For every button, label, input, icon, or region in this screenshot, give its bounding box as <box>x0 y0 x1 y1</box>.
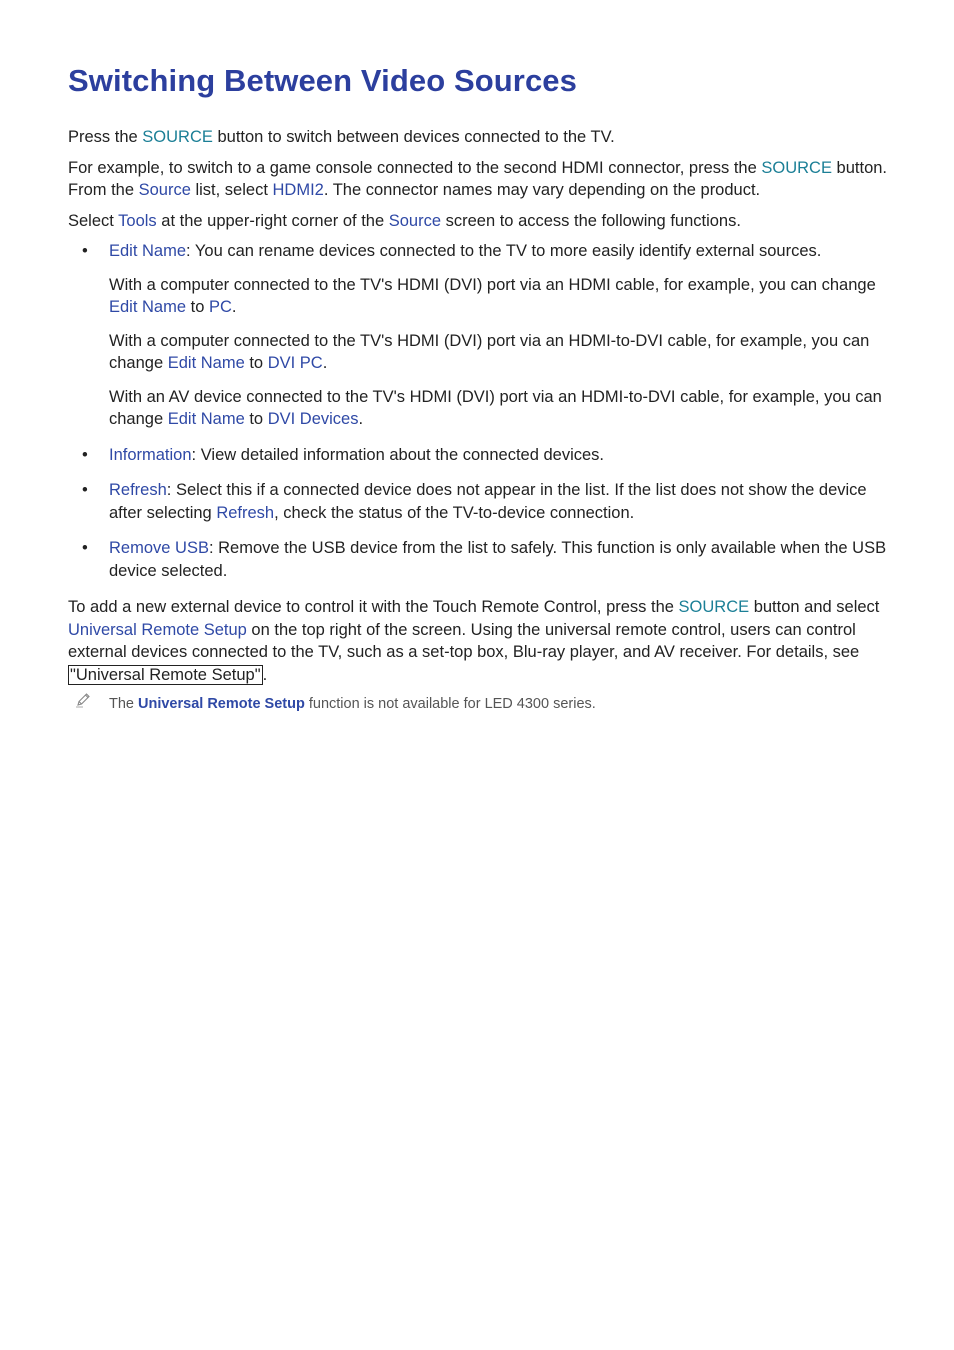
list-item-remove-usb: • Remove USB: Remove the USB device from the list to safely. This function is only available when the USB device selected. <box>82 539 887 580</box>
universal-remote-setup-link[interactable]: "Universal Remote Setup" <box>70 665 261 684</box>
bullet: • <box>82 445 88 464</box>
universal-remote-setup-keyword: Universal Remote Setup <box>68 620 247 639</box>
intro-paragraph-3: Select Tools at the upper-right corner of the Source screen to access the following functions. <box>68 211 741 230</box>
bullet: • <box>82 481 88 499</box>
function-name: Edit Name <box>109 242 187 260</box>
functions-list <box>68 240 888 582</box>
list-item-information: • Information: View detailed information about the connected devices. <box>68 444 888 467</box>
hdmi2-keyword: HDMI2 <box>272 181 324 199</box>
edit-name-detail-1: With a computer connected to the TV's HDMI (DVI) port via an HDMI cable, for example, you can change Edit Name to PC. <box>109 275 876 316</box>
intro-paragraph-1: Press the SOURCE button to switch between devices connected to the TV. <box>68 128 615 146</box>
note: The Universal Remote Setup function is not available for LED 4300 series. <box>68 694 888 714</box>
page-title: Switching Between Video Sources <box>68 63 577 98</box>
edit-name-detail-2: With a computer connected to the TV's HDMI (DVI) port via an HDMI-to-DVI cable, for example, you can change Edit Name to DVI PC. <box>109 331 870 372</box>
source-keyword: SOURCE <box>142 128 213 146</box>
source-keyword: SOURCE <box>678 598 750 616</box>
bullet: • <box>82 242 88 260</box>
function-name: Refresh <box>109 481 167 499</box>
list-item-refresh: • Refresh: Select this if a connected device does not appear in the list. If the list does not show the device after selecting Refresh, check the status of the TV-to-device connection. <box>82 481 867 522</box>
edit-name-detail-3: With an AV device connected to the TV's HDMI (DVI) port via an HDMI-to-DVI cable, for example, you can change Edit Name to DVI Devices. <box>109 387 882 428</box>
pencil-icon <box>74 691 92 709</box>
source-list-keyword: Source <box>138 181 191 199</box>
source-keyword: SOURCE <box>761 158 832 177</box>
bullet: • <box>82 539 88 557</box>
function-name: Information <box>109 445 192 464</box>
source-screen-keyword: Source <box>388 211 442 230</box>
function-name: Remove USB <box>109 539 209 557</box>
intro-paragraph-2: For example, to switch to a game console connected to the second HDMI connector, press the SOURCE button. From the Source list, select HDMI2. The connector names may vary depending on the product. <box>68 158 888 199</box>
tools-keyword: Tools <box>118 211 157 230</box>
page-content <box>68 62 888 714</box>
outro-paragraph: To add a new external device to control it with the Touch Remote Control, press the SOURCE button and select Universal Remote Setup on the top right of the screen. Using the universal remote control, users can control external devices connected to the TV, such as a set-top box, Blu-ray player, and AV receiver. For details, see "Universal Remote Setup" . <box>68 598 880 684</box>
list-item-edit-name: • Edit Name: You can rename devices connected to the TV to more easily identify external sources. With a computer connected to the TV's HDMI (DVI) port via an HDMI cable, for example, you can change Edit Name to PC. With a computer connected to the TV's HDMI (DVI) port via an HDMI-to-DVI cable, for example, you can change Edit Name to DVI PC. With an AV device connected to the TV's HDMI (DVI) port via an HDMI-to-DVI cable, for example, you can change Edit Name to DVI Devices. <box>68 240 888 431</box>
universal-remote-setup-keyword: Universal Remote Setup <box>138 696 305 712</box>
